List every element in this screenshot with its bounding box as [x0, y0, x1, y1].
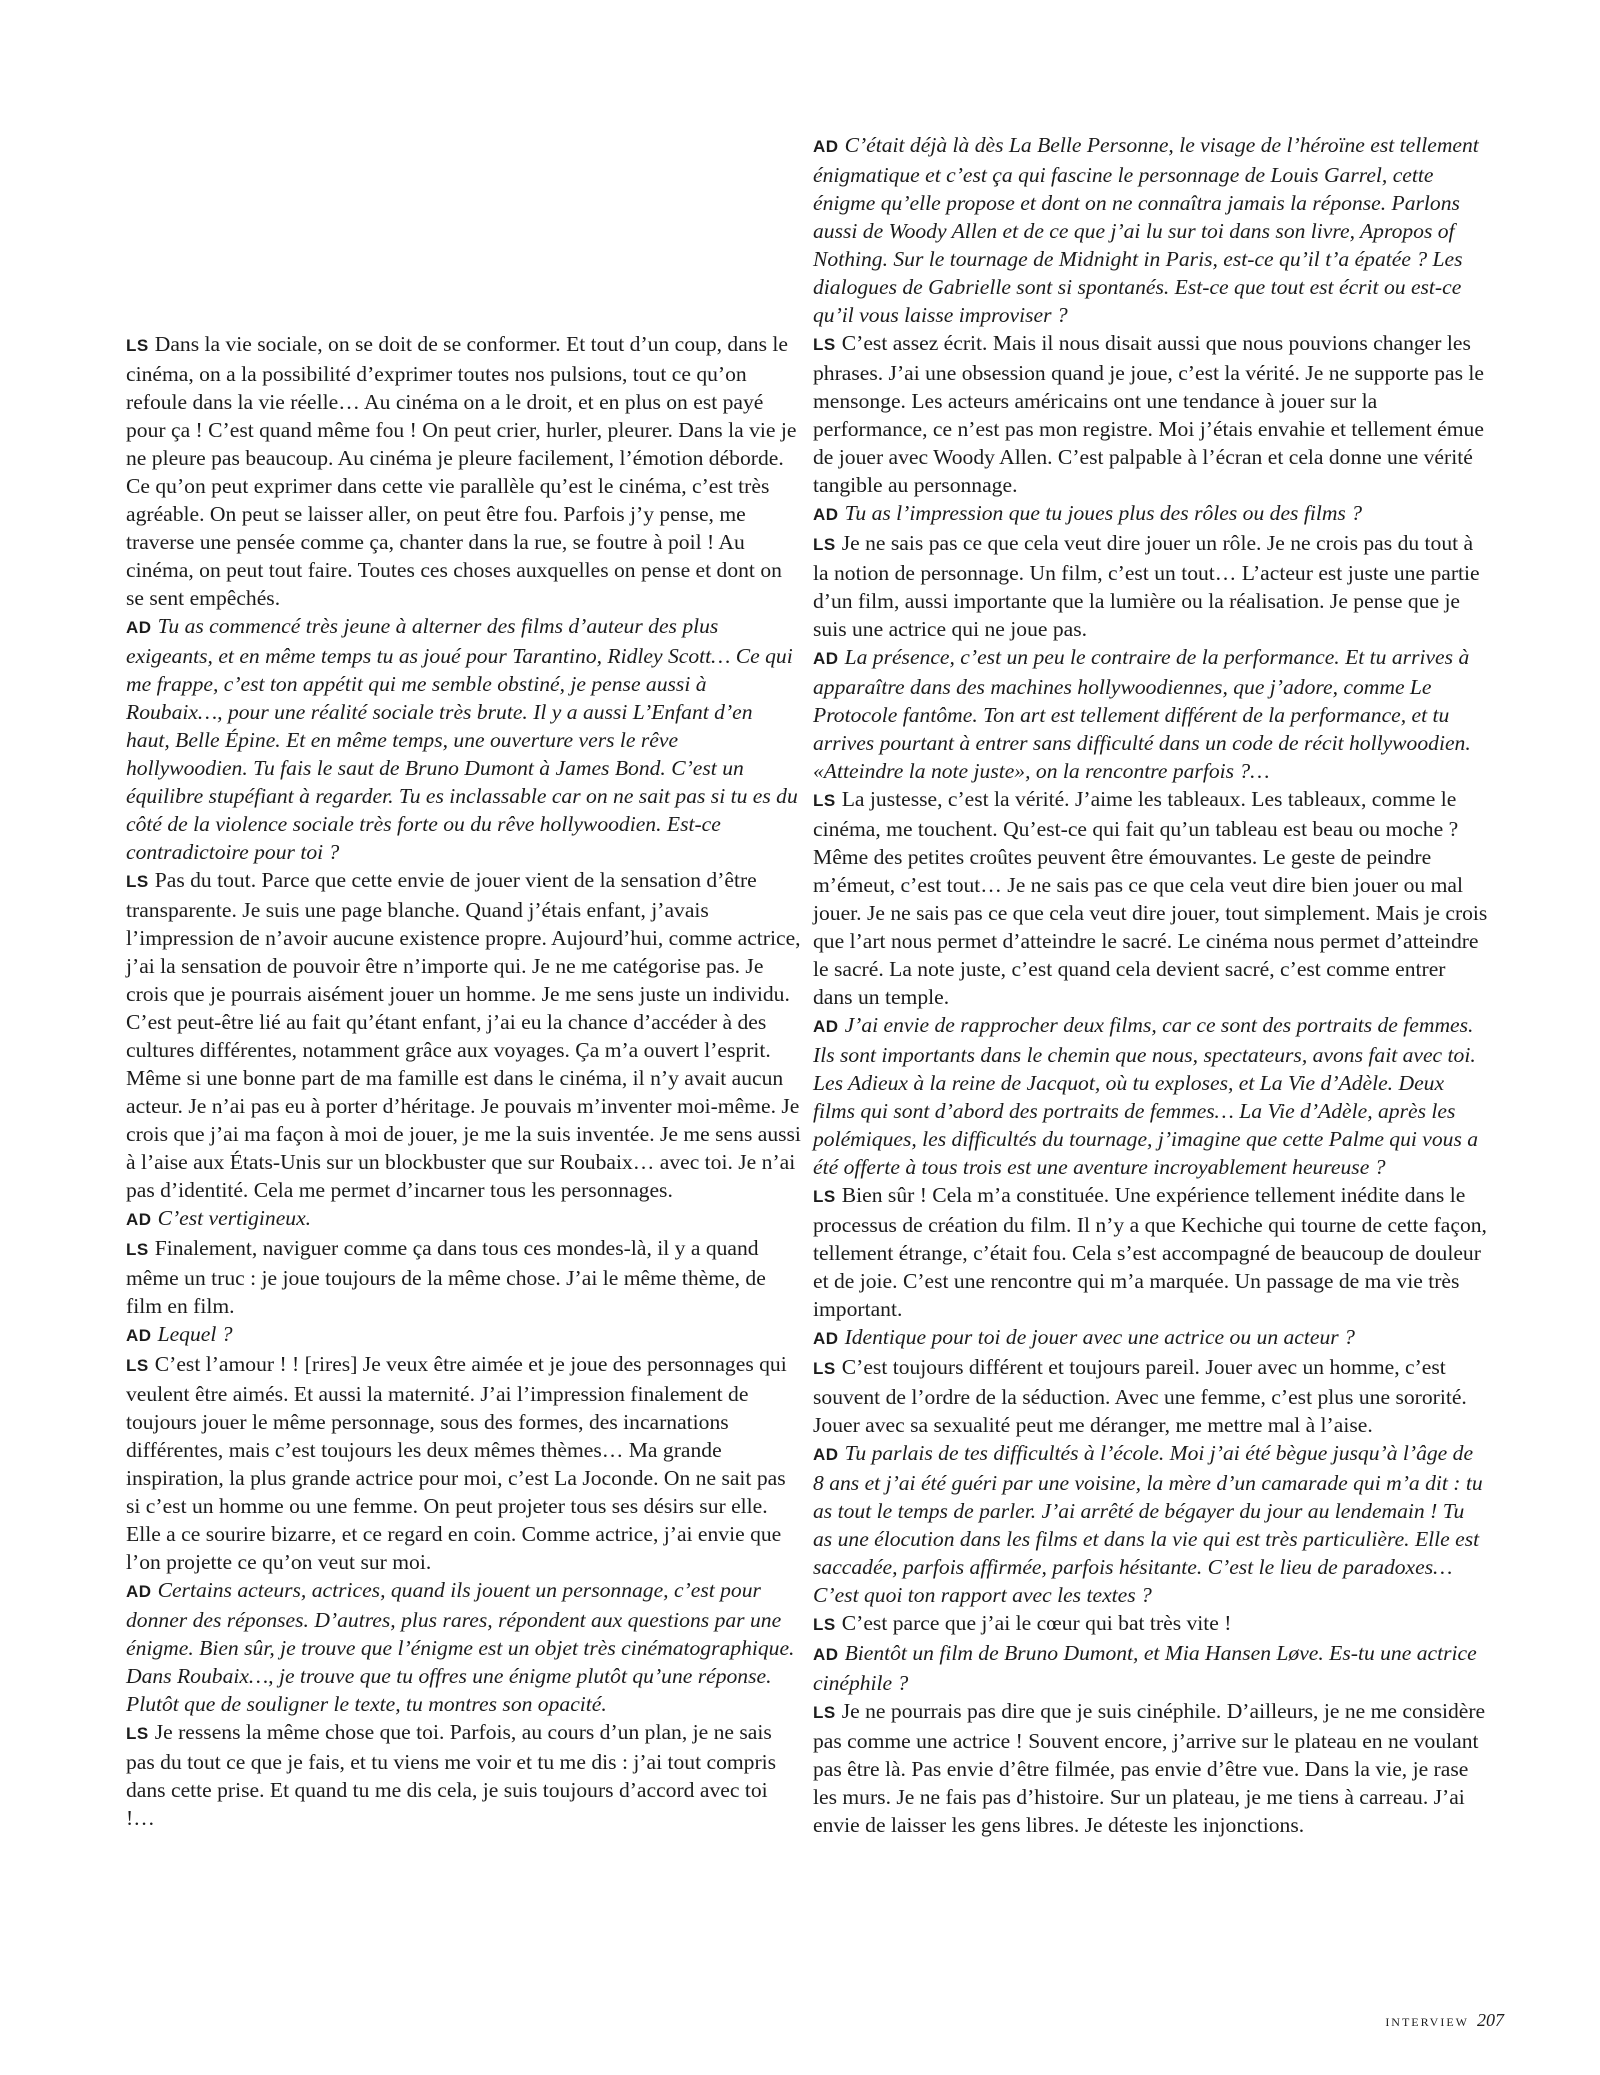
- paragraph-text: Pas du tout. Parce que cette envie de jouer vient de la sensation d’être transparente. Je suis une page blanche. Quand j’étais enfant, j’avais l’impression de n’avoir aucune existence propre. Aujourd’hui, comme actrice, j’ai la sensation de pouvoir être n’importe qui. Je ne me catégorise pas. Je crois que je pourrais aisément jouer un homme. Je me sens juste un individu. C’est peut-être lié au fait qu’étant enfant, j’ai eu la chance d’accéder à des cultures différentes, notamment grâce aux voyages. Ça m’a ouvert l’esprit. Même si une bonne part de ma famille est dans le cinéma, il n’y avait aucun acteur. Je n’ai pas eu à porter d’héritage. Je pouvais m’inventer moi-même. Je crois que j’ai ma façon à moi de jouer, je me la suis inventée. Je me sens aussi à l’aise aux États-Unis sur un blockbuster que sur Roubaix… avec toi. Je n’ai pas d’identité. Cela me permet d’incarner tous les personnages.: [126, 868, 801, 1202]
- speaker-tag: LS: [813, 335, 836, 354]
- interview-paragraph: [126, 1204, 801, 1234]
- paragraph-text: C’est l’amour ! ! [rires] Je veux être aimée et je joue des personnages qui veulent être aimés. Et aussi la maternité. J’ai l’impression finalement de toujours jouer le même personnage, sous des formes, des incarnations différentes, mais c’est toujours les deux mêmes thèmes… Ma grande inspiration, la plus grande actrice pour moi, c’est La Joconde. On ne sait pas si c’est un homme ou une femme. On peut projeter tous ses désirs sur elle. Elle a ce sourire bizarre, et ce regard en coin. Comme actrice, j’ai envie que l’on projette ce qu’on veut sur moi.: [126, 1352, 787, 1574]
- speaker-tag: AD: [126, 1326, 152, 1345]
- speaker-tag: AD: [813, 1645, 839, 1664]
- paragraph-text: C’était déjà là dès La Belle Personne, le visage de l’héroïne est tellement énigmatique et c’est ça qui fascine le personnage de Louis Garrel, cette énigme qu’elle propose et dont on ne connaîtra jamais la réponse. Parlons aussi de Woody Allen et de ce que j’ai lu sur toi dans son livre, Apropos of Nothing. Sur le tournage de Midnight in Paris, est-ce qu’il t’a épatée ? Les dialogues de Gabrielle sont si spontanés. Est-ce que tout est écrit ou est-ce qu’il vous laisse improviser ?: [813, 133, 1479, 327]
- paragraph-text: Bientôt un film de Bruno Dumont, et Mia Hansen Løve. Es-tu une actrice cinéphile ?: [813, 1641, 1477, 1695]
- paragraph-text: C’est assez écrit. Mais il nous disait aussi que nous pouvions changer les phrases. J’ai une obsession quand je joue, c’est la vérité. Je ne supporte pas le mensonge. Les acteurs américains ont une tendance à jouer sur la performance, ce n’est pas mon registre. Moi j’étais envahie et tellement émue de jouer avec Woody Allen. C’est palpable à l’écran et cela donne une vérité tangible au personnage.: [813, 331, 1485, 497]
- speaker-tag: AD: [813, 1445, 839, 1464]
- interview-paragraph: [813, 329, 1488, 499]
- speaker-tag: LS: [813, 1187, 836, 1206]
- speaker-tag: LS: [813, 791, 836, 810]
- paragraph-text: Tu as l’impression que tu joues plus des rôles ou des films ?: [844, 501, 1363, 525]
- paragraph-text: C’est toujours différent et toujours pareil. Jouer avec un homme, c’est souvent de l’ordre de la séduction. Avec une femme, c’est plus une sororité. Jouer avec sa sexualité peut me déranger, me mettre mal à l’aise.: [813, 1355, 1467, 1437]
- interview-paragraph: [813, 529, 1488, 643]
- speaker-tag: LS: [813, 535, 836, 554]
- interview-paragraph: [813, 643, 1488, 785]
- paragraph-text: Identique pour toi de jouer avec une actrice ou un acteur ?: [844, 1325, 1355, 1349]
- speaker-tag: LS: [126, 1240, 149, 1259]
- speaker-tag: AD: [813, 137, 839, 156]
- section-label: INTERVIEW: [1385, 2015, 1469, 2029]
- page-number: 207: [1477, 2010, 1504, 2030]
- paragraph-text: Dans la vie sociale, on se doit de se conformer. Et tout d’un coup, dans le cinéma, on a la possibilité d’exprimer toutes nos pulsions, tout ce qu’on refoule dans la vie réelle… Au cinéma on a le droit, et en plus on est payé pour ça ! C’est quand même fou ! On peut crier, hurler, pleurer. Dans la vie je ne pleure pas beaucoup. Au cinéma je pleure facilement, l’émotion déborde. Ce qu’on peut exprimer dans cette vie parallèle qu’est le cinéma, c’est très agréable. On peut se laisser aller, on peut être fou. Parfois j’y pense, me traverse une pensée comme ça, chanter dans la rue, se foutre à poil ! Au cinéma, on peut tout faire. Toutes ces choses auxquelles on pense et dont on se sent empêchés.: [126, 332, 797, 610]
- paragraph-text: Je ne sais pas ce que cela veut dire jouer un rôle. Je ne crois pas du tout à la notion de personnage. Un film, c’est un tout… L’acteur est juste une partie d’un film, aussi importante que la lumière ou la réalisation. Je pense que je suis une actrice qui ne joue pas.: [813, 531, 1480, 641]
- interview-paragraph: [126, 866, 801, 1204]
- speaker-tag: LS: [813, 1703, 836, 1722]
- speaker-tag: AD: [813, 649, 839, 668]
- interview-paragraph: [813, 1639, 1488, 1697]
- speaker-tag: AD: [813, 1329, 839, 1348]
- interview-paragraph: [813, 1697, 1488, 1839]
- interview-paragraph: [813, 1609, 1488, 1639]
- interview-paragraph: [813, 1353, 1488, 1439]
- interview-paragraph: [813, 1181, 1488, 1323]
- speaker-tag: AD: [813, 505, 839, 524]
- paragraph-text: Lequel ?: [157, 1322, 233, 1346]
- interview-paragraph: [126, 1576, 801, 1718]
- interview-paragraph: [813, 131, 1488, 329]
- interview-paragraph: [126, 612, 801, 866]
- paragraph-text: Je ressens la même chose que toi. Parfois, au cours d’un plan, je ne sais pas du tout ce que je fais, et tu viens me voir et tu me dis : j’ai tout compris dans cette prise. Et quand tu me dis cela, je suis toujours d’accord avec toi !…: [126, 1720, 777, 1830]
- page-footer: [1385, 2010, 1504, 2031]
- interview-paragraph: [126, 1234, 801, 1320]
- speaker-tag: AD: [813, 1017, 839, 1036]
- interview-paragraph: [813, 1011, 1488, 1181]
- interview-paragraph: [126, 1718, 801, 1832]
- paragraph-text: Bien sûr ! Cela m’a constituée. Une expérience tellement inédite dans le processus de création du film. Il n’y a que Kechiche qui tourne de cette façon, tellement étrange, c’était fou. Cela s’est accompagné de beaucoup de douleur et de joie. C’est une rencontre qui m’a marquée. Un passage de ma vie très important.: [813, 1183, 1487, 1321]
- interview-paragraph: [126, 1320, 801, 1350]
- paragraph-text: Certains acteurs, actrices, quand ils jouent un personnage, c’est pour donner des réponses. D’autres, plus rares, répondent aux questions par une énigme. Bien sûr, je trouve que l’énigme est un objet très cinématographique. Dans Roubaix…, je trouve que tu offres une énigme plutôt qu’une réponse. Plutôt que de souligner le texte, tu montres son opacité.: [126, 1578, 795, 1716]
- right-column: [813, 131, 1488, 1839]
- paragraph-text: La justesse, c’est la vérité. J’aime les tableaux. Les tableaux, comme le cinéma, me touchent. Qu’est-ce qui fait qu’un tableau est beau ou moche ? Même des petites croûtes peuvent être émouvantes. Le geste de peindre m’émeut, c’est tout… Je ne sais pas ce que cela veut dire bien jouer ou mal jouer. Je ne sais pas ce que cela veut dire jouer, tout simplement. Mais je crois que l’art nous permet d’atteindre le sacré. Le cinéma nous permet d’atteindre le sacré. La note juste, c’est quand cela devient sacré, c’est comme entrer dans un temple.: [813, 787, 1488, 1009]
- speaker-tag: AD: [126, 1210, 152, 1229]
- paragraph-text: C’est parce que j’ai le cœur qui bat très vite !: [841, 1611, 1232, 1635]
- speaker-tag: LS: [813, 1615, 836, 1634]
- paragraph-text: C’est vertigineux.: [157, 1206, 312, 1230]
- paragraph-text: Finalement, naviguer comme ça dans tous ces mondes-là, il y a quand même un truc : je joue toujours de la même chose. J’ai le même thème, de film en film.: [126, 1236, 766, 1318]
- speaker-tag: LS: [126, 872, 149, 891]
- interview-paragraph: [126, 330, 801, 612]
- speaker-tag: LS: [126, 1724, 149, 1743]
- speaker-tag: AD: [126, 618, 152, 637]
- speaker-tag: AD: [126, 1582, 152, 1601]
- paragraph-text: La présence, c’est un peu le contraire de la performance. Et tu arrives à apparaître dans des machines hollywoodiennes, que j’adore, comme Le Protocole fantôme. Ton art est tellement différent de la performance, et tu arrives pourtant à entrer sans difficulté dans un code de récit hollywoodien. «Atteindre la note juste», on la rencontre parfois ?…: [813, 645, 1471, 783]
- paragraph-text: Je ne pourrais pas dire que je suis cinéphile. D’ailleurs, je ne me considère pas comme une actrice ! Souvent encore, j’arrive sur le plateau en ne voulant pas être là. Pas envie d’être filmée, pas envie d’être vue. Dans la vie, je rase les murs. Je ne fais pas d’histoire. Sur un plateau, je me tiens à carreau. J’ai envie de laisser les gens libres. Je déteste les injonctions.: [813, 1699, 1486, 1837]
- speaker-tag: LS: [813, 1359, 836, 1378]
- paragraph-text: Tu as commencé très jeune à alterner des films d’auteur des plus exigeants, et en même temps tu as joué pour Tarantino, Ridley Scott… Ce qui me frappe, c’est ton appétit qui me semble obstiné, je pense aussi à Roubaix…, pour une réalité sociale très brute. Il y a aussi L’Enfant d’en haut, Belle Épine. Et en même temps, une ouverture vers le rêve hollywoodien. Tu fais le saut de Bruno Dumont à James Bond. C’est un équilibre stupéfiant à regarder. Tu es inclassable car on ne sait pas si tu es du côté de la violence sociale très forte ou du rêve hollywoodien. Est-ce contradictoire pour toi ?: [126, 614, 798, 864]
- left-column: [126, 330, 801, 1832]
- speaker-tag: LS: [126, 1356, 149, 1375]
- interview-paragraph: [813, 1323, 1488, 1353]
- paragraph-text: Tu parlais de tes difficultés à l’école. Moi j’ai été bègue jusqu’à l’âge de 8 ans et j’ai été guéri par une voisine, la mère d’un camarade qui m’a dit : tu as tout le temps de parler. J’ai arrêté de bégayer du jour au lendemain ! Tu as une élocution dans les films et dans la vie qui est très particulière. Elle est saccadée, parfois affirmée, parfois hésitante. C’est le lieu de paradoxes… C’est quoi ton rapport avec les textes ?: [813, 1441, 1483, 1607]
- interview-paragraph: [813, 785, 1488, 1011]
- interview-paragraph: [813, 1439, 1488, 1609]
- interview-paragraph: [126, 1350, 801, 1576]
- speaker-tag: LS: [126, 336, 149, 355]
- interview-paragraph: [813, 499, 1488, 529]
- paragraph-text: J’ai envie de rapprocher deux films, car ce sont des portraits de femmes. Ils sont importants dans le chemin que nous, spectateurs, avons fait avec toi. Les Adieux à la reine de Jacquot, où tu exploses, et La Vie d’Adèle. Deux films qui sont d’abord des portraits de femmes… La Vie d’Adèle, après les polémiques, les difficultés du tournage, j’imagine que cette Palme qui vous a été offerte à tous trois est une aventure incroyablement heureuse ?: [813, 1013, 1479, 1179]
